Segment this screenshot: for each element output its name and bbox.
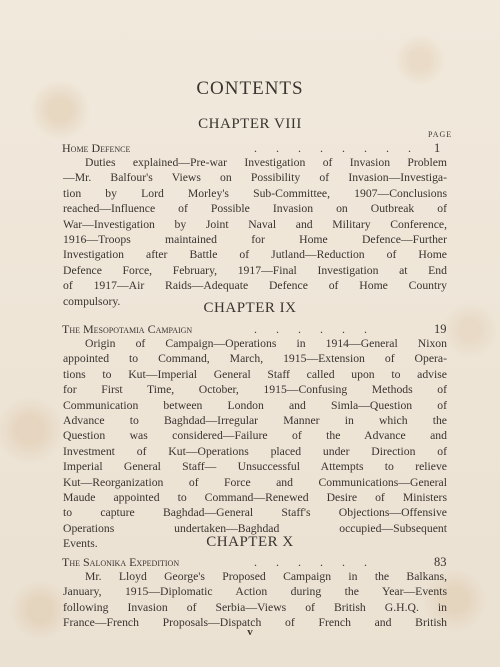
summary-line: Advance to Baghdad—Irregular Manner in which the [63,414,447,428]
toc-entry-mesopotamia-campaign[interactable] [62,322,462,337]
summary-line: Origin of Campaign—Operations in 1914—General Nixon [85,337,447,350]
toc-entry-salonika-expedition[interactable] [62,555,462,570]
summary-line: Mr. Lloyd George's Proposed Campaign in the Balkans, [85,570,447,583]
summary-line: 1916—Troops maintained for Home Defence—Further [63,233,447,247]
chapter-heading: CHAPTER IX [203,300,297,316]
summary-line: France—French Proposals—Dispatch of French and British [63,616,447,630]
summary-line: Kut—Reorganization of Force and Communications—General [63,475,447,489]
summary-line: Investigation after Battle of Jutland—Reduction of Home [63,248,447,262]
summary-line: reached—Influence of Possible Invasion on Outbreak of [63,202,447,216]
entry-title: The Salonika Expedition [62,555,180,569]
summary-line: Defence Force, February, 1917—Final Investigation at End [63,263,447,277]
leader-dots: . . . . . . . . [254,141,419,155]
summary-line: Maude appointed to Command—Renewed Desire of Ministers [63,491,447,505]
entry-page-number: 83 [434,555,447,569]
page-folio: v [247,626,253,638]
entry-title: Home Defence [62,141,131,155]
chapter-heading: CHAPTER X [206,534,294,550]
chapter-summary [63,569,447,631]
summary-line: January, 1915—Diplomatic Action during the Year—Events [63,585,447,599]
page-column-label: PAGE [428,130,453,139]
summary-line: Events. [63,537,98,551]
summary-line: for First Time, October, 1915—Confusing Methods of [63,383,447,397]
leader-dots: . . . . . . [254,322,375,336]
summary-line: Investment of Kut—Operations placed under Direction of [63,444,447,458]
summary-line: Operations undertaken—Baghdad occupied—Subsequent [63,521,447,535]
chapter-summary [63,336,447,552]
summary-line: Communication between London and Simla—Question of [63,398,447,412]
summary-line: Imperial General Staff— Unsuccessful Attempts to relieve [63,460,447,474]
summary-line: following Invasion of Serbia—Views of British G.H.Q. in [63,600,447,614]
summary-line: tions to Kut—Imperial General Staff called upon to advise [63,367,447,381]
entry-title: The Mesopotamia Campaign [62,322,193,336]
chapter-summary [63,155,447,309]
summary-line: —Mr. Balfour's Views on Possibility of Invasion—Investiga- [63,171,447,185]
page-title: CONTENTS [196,78,304,99]
summary-line: to capture Baghdad—General Staff's Objections—Offensive [63,506,447,520]
summary-line: compulsory. [63,294,121,308]
summary-line: of 1917—Air Raids—Adequate Defence of Home Country [63,279,447,293]
leader-dots: . . . . . . [254,555,375,569]
toc-entry-home-defence[interactable] [62,141,462,156]
summary-line: tion by Lord Morley's Sub-Committee, 1907—Conclusions [63,186,447,200]
entry-page-number: 19 [434,322,447,336]
summary-line: War—Investigation by Joint Naval and Military Conference, [63,217,447,231]
summary-line: Duties explained—Pre-war Investigation of Invasion Problem [85,156,447,169]
summary-line: appointed to Command, March, 1915—Extension of Opera- [63,352,447,366]
chapter-heading: CHAPTER VIII [198,116,302,132]
entry-page-number: 1 [434,141,441,155]
summary-line: Question was considered—Failure of the Advance and [63,429,447,443]
